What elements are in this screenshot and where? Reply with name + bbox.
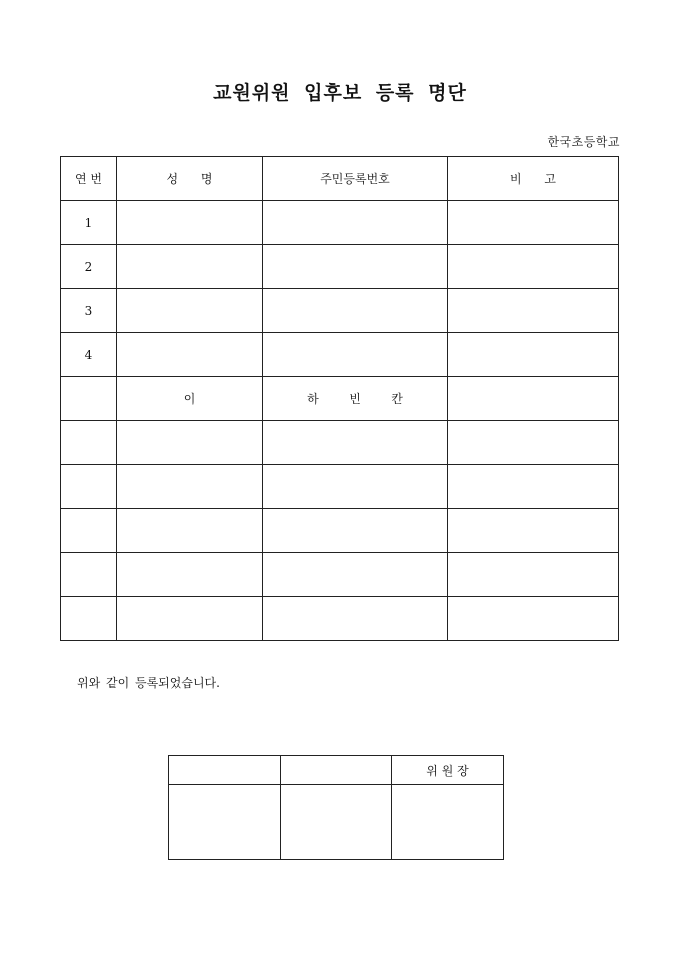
signature-box-row [169, 785, 504, 860]
serial-cell: 3 [61, 289, 117, 333]
registration-note: 위와 같이 등록되었습니다. [77, 676, 220, 690]
remarks-cell [448, 333, 619, 377]
resident-number-cell [263, 421, 448, 465]
remarks-cell [448, 597, 619, 641]
table-row [61, 289, 619, 333]
name-cell [117, 333, 263, 377]
remarks-cell [448, 289, 619, 333]
resident-number-cell [263, 553, 448, 597]
name-cell [117, 201, 263, 245]
table-row-blank-marker [61, 377, 619, 421]
serial-cell: 4 [61, 333, 117, 377]
resident-number-cell [263, 289, 448, 333]
name-cell [117, 289, 263, 333]
signature-box-chairperson [392, 785, 504, 860]
name-cell [117, 553, 263, 597]
table-row [61, 333, 619, 377]
signature-header-row [169, 756, 504, 785]
name-cell [117, 245, 263, 289]
serial-cell [61, 509, 117, 553]
serial-cell: 1 [61, 201, 117, 245]
table-row [61, 597, 619, 641]
serial-cell [61, 553, 117, 597]
header-resident-number: 주민등록번호 [263, 157, 448, 201]
table-header-row [61, 157, 619, 201]
name-cell [117, 465, 263, 509]
name-cell [117, 597, 263, 641]
remarks-cell [448, 377, 619, 421]
resident-number-cell [263, 465, 448, 509]
serial-cell [61, 377, 117, 421]
remarks-cell [448, 509, 619, 553]
signature-header-chairperson: 위 원 장 [392, 756, 504, 785]
remarks-cell [448, 245, 619, 289]
signature-table [168, 755, 504, 860]
serial-cell: 2 [61, 245, 117, 289]
header-serial: 연 번 [61, 157, 117, 201]
table-row [61, 465, 619, 509]
resident-number-cell [263, 201, 448, 245]
resident-number-cell [263, 509, 448, 553]
remarks-cell [448, 465, 619, 509]
table-row [61, 421, 619, 465]
resident-number-cell [263, 245, 448, 289]
resident-number-cell [263, 597, 448, 641]
document-title: 교원위원 입후보 등록 명단 [213, 82, 467, 104]
table-row [61, 201, 619, 245]
header-remarks: 비 고 [448, 157, 619, 201]
resident-number-cell: 하 빈 칸 [263, 377, 448, 421]
serial-cell [61, 597, 117, 641]
name-cell [117, 421, 263, 465]
remarks-cell [448, 553, 619, 597]
name-cell [117, 509, 263, 553]
table-row [61, 509, 619, 553]
candidate-table [60, 156, 619, 641]
serial-cell [61, 465, 117, 509]
signature-header-2 [281, 756, 392, 785]
header-name: 성 명 [117, 157, 263, 201]
school-name: 한국초등학교 [547, 135, 620, 149]
remarks-cell [448, 421, 619, 465]
resident-number-cell [263, 333, 448, 377]
signature-header-1 [169, 756, 281, 785]
table-row [61, 553, 619, 597]
signature-box [281, 785, 392, 860]
name-cell: 이 [117, 377, 263, 421]
remarks-cell [448, 201, 619, 245]
serial-cell [61, 421, 117, 465]
table-row [61, 245, 619, 289]
signature-box [169, 785, 281, 860]
